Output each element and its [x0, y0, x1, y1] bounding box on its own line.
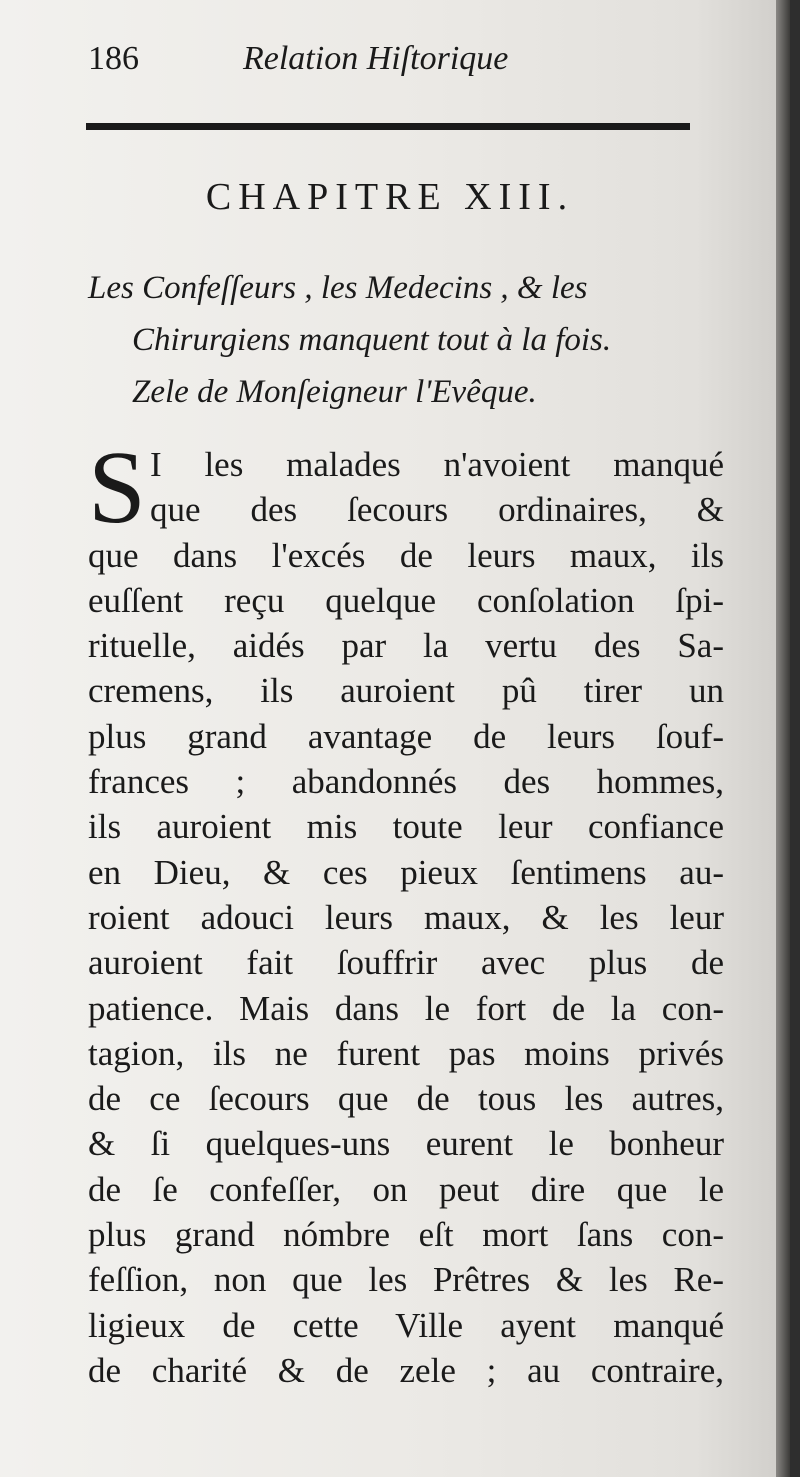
text-line: tagion, ils ne furent pas moins privés	[88, 1033, 724, 1073]
drop-cap: S	[88, 430, 146, 545]
summary-line: Chirurgiens manquent tout à la fois.	[132, 322, 612, 358]
text-line: de ce ſecours que de tous les autres,	[88, 1079, 724, 1119]
text-line: plus grand avantage de leurs ſouf-	[88, 716, 724, 756]
text-line: rituelle, aidés par la vertu des Sa-	[88, 626, 724, 666]
text-line: plus grand nómbre eſt mort ſans con-	[88, 1215, 724, 1255]
text-line: roient adouci leurs maux, & les leur	[88, 897, 724, 937]
text-line: patience. Mais dans le fort de la con-	[88, 988, 724, 1028]
text-line: ils auroient mis toute leur confiance	[88, 807, 724, 847]
text-line: de charité & de zele ; au contraire,	[88, 1350, 724, 1390]
running-head	[88, 30, 698, 90]
body-paragraph	[88, 430, 724, 1393]
text-line: en Dieu, & ces pieux ſentimens au-	[88, 852, 724, 892]
text-line: que dans l'excés de leurs maux, ils	[88, 535, 724, 575]
text-line: frances ; abandonnés des hommes,	[88, 762, 724, 802]
text-line: euſſent reçu quelque conſolation ſpi-	[88, 580, 724, 620]
text-line: ligieux de cette Ville ayent manqué	[88, 1305, 724, 1345]
page-number: 186	[88, 40, 139, 77]
summary-line: Les Confeſſeurs , les Medecins , & les	[88, 270, 588, 306]
summary-line: Zele de Monſeigneur l'Evêque.	[132, 374, 537, 410]
text-line: & ſi quelques-uns eurent le bonheur	[88, 1124, 724, 1164]
text-line: de ſe confeſſer, on peut dire que le	[88, 1169, 724, 1209]
header-rule	[86, 123, 690, 130]
text-line: I les malades n'avoient manqué	[150, 445, 724, 484]
running-title: Relation Hiſtorique	[243, 40, 509, 77]
chapter-title: CHAPITRE XIII.	[205, 176, 575, 218]
text-line: feſſion, non que les Prêtres & les Re-	[88, 1260, 724, 1300]
text-line: cremens, ils auroient pû tirer un	[88, 671, 724, 711]
text-line: que des ſecours ordinaires, &	[150, 490, 724, 530]
page-edge-shadow	[776, 0, 790, 1477]
text-line: auroient fait ſouffrir avec plus de	[88, 943, 724, 983]
chapter-summary	[88, 262, 728, 418]
